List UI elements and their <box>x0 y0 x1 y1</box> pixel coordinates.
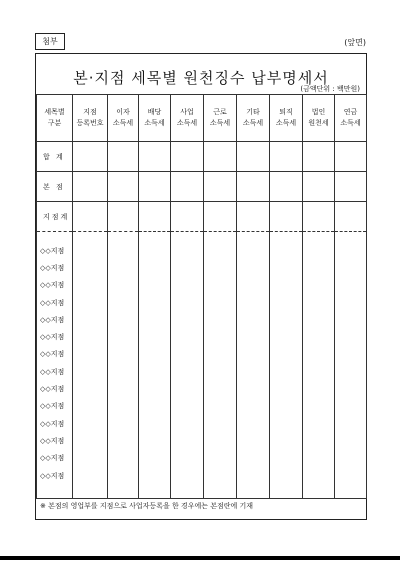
branch-row <box>37 363 367 380</box>
amount-cell[interactable] <box>204 328 237 345</box>
amount-cell[interactable] <box>303 484 335 499</box>
tax-detail-table <box>36 94 367 499</box>
amount-cell[interactable] <box>139 328 171 345</box>
amount-cell[interactable] <box>335 232 367 260</box>
amount-cell[interactable] <box>237 294 270 311</box>
amount-cell[interactable] <box>204 294 237 311</box>
amount-cell[interactable] <box>139 346 171 363</box>
amount-cell[interactable] <box>237 142 270 172</box>
amount-cell[interactable] <box>303 363 335 380</box>
branch-row <box>37 277 367 294</box>
amount-cell[interactable] <box>204 259 237 276</box>
bottom-rule <box>0 556 400 560</box>
amount-cell[interactable] <box>139 484 171 499</box>
branch-row <box>37 328 367 345</box>
row-label <box>37 484 73 499</box>
branch-row <box>37 380 367 397</box>
amount-cell[interactable] <box>108 259 139 276</box>
amount-unit-note: (금액단위 : 백만원) <box>300 85 360 93</box>
amount-cell[interactable] <box>139 259 171 276</box>
amount-cell[interactable] <box>73 484 108 499</box>
amount-cell[interactable] <box>108 142 139 172</box>
amount-cell[interactable] <box>335 380 367 397</box>
amount-cell[interactable] <box>303 346 335 363</box>
column-header: 기타 소득세 <box>237 95 270 142</box>
amount-cell[interactable] <box>171 380 204 397</box>
amount-cell[interactable] <box>270 311 303 328</box>
amount-cell[interactable] <box>139 202 171 232</box>
column-header: 근로 소득세 <box>204 95 237 142</box>
amount-cell[interactable] <box>139 380 171 397</box>
amount-cell[interactable] <box>73 450 108 467</box>
amount-cell[interactable] <box>108 311 139 328</box>
amount-cell[interactable] <box>270 232 303 260</box>
amount-cell[interactable] <box>171 432 204 449</box>
row-label: ◇◇지점 <box>37 328 73 345</box>
amount-cell[interactable] <box>303 467 335 484</box>
summary-row <box>37 172 367 202</box>
form-frame <box>35 53 367 520</box>
amount-cell[interactable] <box>237 202 270 232</box>
amount-cell[interactable] <box>237 328 270 345</box>
amount-cell[interactable] <box>73 328 108 345</box>
amount-cell[interactable] <box>204 380 237 397</box>
amount-cell[interactable] <box>171 311 204 328</box>
amount-cell[interactable] <box>204 311 237 328</box>
row-label: ◇◇지점 <box>37 294 73 311</box>
amount-cell[interactable] <box>335 294 367 311</box>
column-header: 사업 소득세 <box>171 95 204 142</box>
amount-cell[interactable] <box>237 484 270 499</box>
amount-cell[interactable] <box>270 142 303 172</box>
amount-cell[interactable] <box>237 450 270 467</box>
amount-cell[interactable] <box>171 202 204 232</box>
amount-cell[interactable] <box>335 415 367 432</box>
amount-cell[interactable] <box>237 363 270 380</box>
amount-cell[interactable] <box>303 328 335 345</box>
amount-cell[interactable] <box>108 363 139 380</box>
column-header: 이자 소득세 <box>108 95 139 142</box>
amount-cell[interactable] <box>204 142 237 172</box>
amount-cell[interactable] <box>139 432 171 449</box>
row-label: ◇◇지점 <box>37 277 73 294</box>
amount-cell[interactable] <box>303 172 335 202</box>
amount-cell[interactable] <box>335 363 367 380</box>
amount-cell[interactable] <box>73 172 108 202</box>
amount-cell[interactable] <box>73 311 108 328</box>
amount-cell[interactable] <box>171 294 204 311</box>
amount-cell[interactable] <box>108 450 139 467</box>
amount-cell[interactable] <box>335 311 367 328</box>
amount-cell[interactable] <box>303 380 335 397</box>
amount-cell[interactable] <box>237 380 270 397</box>
amount-cell[interactable] <box>204 363 237 380</box>
amount-cell[interactable] <box>303 311 335 328</box>
amount-cell[interactable] <box>108 328 139 345</box>
amount-cell[interactable] <box>139 398 171 415</box>
amount-cell[interactable] <box>108 380 139 397</box>
amount-cell[interactable] <box>108 346 139 363</box>
amount-cell[interactable] <box>204 277 237 294</box>
amount-cell[interactable] <box>270 202 303 232</box>
amount-cell[interactable] <box>237 232 270 260</box>
amount-cell[interactable] <box>270 432 303 449</box>
amount-cell[interactable] <box>335 450 367 467</box>
amount-cell[interactable] <box>204 346 237 363</box>
branch-row <box>37 415 367 432</box>
amount-cell[interactable] <box>303 432 335 449</box>
page-side-label: (앞면) <box>344 38 366 47</box>
amount-cell[interactable] <box>139 277 171 294</box>
amount-cell[interactable] <box>303 232 335 260</box>
header-row <box>37 95 367 142</box>
amount-cell[interactable] <box>171 415 204 432</box>
amount-cell[interactable] <box>270 415 303 432</box>
amount-cell[interactable] <box>303 415 335 432</box>
amount-cell[interactable] <box>73 398 108 415</box>
amount-cell[interactable] <box>73 294 108 311</box>
amount-cell[interactable] <box>237 467 270 484</box>
amount-cell[interactable] <box>335 328 367 345</box>
amount-cell[interactable] <box>335 346 367 363</box>
amount-cell[interactable] <box>171 363 204 380</box>
branch-row <box>37 450 367 467</box>
amount-cell[interactable] <box>335 277 367 294</box>
row-label: ◇◇지점 <box>37 432 73 449</box>
amount-cell[interactable] <box>303 294 335 311</box>
amount-cell[interactable] <box>335 398 367 415</box>
amount-cell[interactable] <box>204 484 237 499</box>
amount-cell[interactable] <box>303 277 335 294</box>
amount-cell[interactable] <box>303 202 335 232</box>
amount-cell[interactable] <box>335 467 367 484</box>
amount-cell[interactable] <box>171 277 204 294</box>
amount-cell[interactable] <box>73 232 108 260</box>
amount-cell[interactable] <box>139 467 171 484</box>
amount-cell[interactable] <box>335 202 367 232</box>
branch-row <box>37 346 367 363</box>
column-header: 세목별 구분 <box>37 95 73 142</box>
branch-row <box>37 294 367 311</box>
amount-cell[interactable] <box>108 172 139 202</box>
amount-cell[interactable] <box>73 277 108 294</box>
amount-cell[interactable] <box>237 398 270 415</box>
amount-cell[interactable] <box>171 232 204 260</box>
attachment-label: 첨부 <box>35 33 65 50</box>
amount-cell[interactable] <box>270 380 303 397</box>
amount-cell[interactable] <box>237 346 270 363</box>
amount-cell[interactable] <box>270 398 303 415</box>
row-label: 합 계 <box>37 142 73 172</box>
row-label: ◇◇지점 <box>37 380 73 397</box>
amount-cell[interactable] <box>204 415 237 432</box>
amount-cell[interactable] <box>108 294 139 311</box>
amount-cell[interactable] <box>73 380 108 397</box>
amount-cell[interactable] <box>335 142 367 172</box>
column-header: 연금 소득세 <box>335 95 367 142</box>
amount-cell[interactable] <box>270 450 303 467</box>
amount-cell[interactable] <box>204 172 237 202</box>
row-label: ◇◇지점 <box>37 363 73 380</box>
amount-cell[interactable] <box>139 450 171 467</box>
amount-cell[interactable] <box>73 363 108 380</box>
amount-cell[interactable] <box>73 142 108 172</box>
amount-cell[interactable] <box>237 432 270 449</box>
amount-cell[interactable] <box>73 415 108 432</box>
amount-cell[interactable] <box>204 432 237 449</box>
amount-cell[interactable] <box>204 467 237 484</box>
row-label: ◇◇지점 <box>37 311 73 328</box>
amount-cell[interactable] <box>270 172 303 202</box>
branch-row <box>37 232 367 260</box>
amount-cell[interactable] <box>237 311 270 328</box>
amount-cell[interactable] <box>237 259 270 276</box>
branch-row <box>37 467 367 484</box>
amount-cell[interactable] <box>108 277 139 294</box>
summary-row <box>37 202 367 232</box>
amount-cell[interactable] <box>139 363 171 380</box>
row-label: ◇◇지점 <box>37 467 73 484</box>
column-header: 배당 소득세 <box>139 95 171 142</box>
amount-cell[interactable] <box>237 172 270 202</box>
amount-cell[interactable] <box>171 450 204 467</box>
row-label: ◇◇지점 <box>37 415 73 432</box>
amount-cell[interactable] <box>139 142 171 172</box>
row-label: ◇◇지점 <box>37 398 73 415</box>
amount-cell[interactable] <box>73 432 108 449</box>
amount-cell[interactable] <box>303 398 335 415</box>
amount-cell[interactable] <box>335 484 367 499</box>
amount-cell[interactable] <box>270 363 303 380</box>
amount-cell[interactable] <box>270 346 303 363</box>
branch-row <box>37 398 367 415</box>
amount-cell[interactable] <box>108 398 139 415</box>
amount-cell[interactable] <box>270 484 303 499</box>
amount-cell[interactable] <box>204 398 237 415</box>
branch-row <box>37 432 367 449</box>
amount-cell[interactable] <box>270 259 303 276</box>
branch-row <box>37 259 367 276</box>
amount-cell[interactable] <box>303 142 335 172</box>
amount-cell[interactable] <box>171 142 204 172</box>
amount-cell[interactable] <box>171 259 204 276</box>
column-header: 법인 원천세 <box>303 95 335 142</box>
summary-row <box>37 142 367 172</box>
amount-cell[interactable] <box>335 172 367 202</box>
amount-cell[interactable] <box>108 202 139 232</box>
amount-cell[interactable] <box>204 232 237 260</box>
amount-cell[interactable] <box>270 467 303 484</box>
amount-cell[interactable] <box>73 346 108 363</box>
amount-cell[interactable] <box>171 484 204 499</box>
amount-cell[interactable] <box>171 172 204 202</box>
amount-cell[interactable] <box>237 277 270 294</box>
amount-cell[interactable] <box>139 172 171 202</box>
amount-cell[interactable] <box>139 294 171 311</box>
footnote: ※ 본점의 영업부를 지점으로 사업자등록을 한 경우에는 본점란에 기재 <box>40 502 254 510</box>
row-label: ◇◇지점 <box>37 259 73 276</box>
amount-cell[interactable] <box>204 450 237 467</box>
amount-cell[interactable] <box>171 467 204 484</box>
amount-cell[interactable] <box>139 415 171 432</box>
amount-cell[interactable] <box>171 346 204 363</box>
row-label: ◇◇지점 <box>37 232 73 260</box>
amount-cell[interactable] <box>270 328 303 345</box>
amount-cell[interactable] <box>73 202 108 232</box>
amount-cell[interactable] <box>270 277 303 294</box>
amount-cell[interactable] <box>237 415 270 432</box>
amount-cell[interactable] <box>73 259 108 276</box>
amount-cell[interactable] <box>108 432 139 449</box>
amount-cell[interactable] <box>171 398 204 415</box>
amount-cell[interactable] <box>171 328 204 345</box>
form-title: 본·지점 세목별 원천징수 납부명세서 <box>73 69 329 87</box>
amount-cell[interactable] <box>139 232 171 260</box>
column-header: 지점 등록번호 <box>73 95 108 142</box>
amount-cell[interactable] <box>335 259 367 276</box>
row-label: ◇◇지점 <box>37 450 73 467</box>
amount-cell[interactable] <box>139 311 171 328</box>
row-label: 지점계 <box>37 202 73 232</box>
amount-cell[interactable] <box>335 432 367 449</box>
table-filler-row <box>37 484 367 499</box>
column-header: 퇴직 소득세 <box>270 95 303 142</box>
branch-row <box>37 311 367 328</box>
amount-cell[interactable] <box>108 232 139 260</box>
row-label: 본 점 <box>37 172 73 202</box>
amount-cell[interactable] <box>303 450 335 467</box>
amount-cell[interactable] <box>108 467 139 484</box>
amount-cell[interactable] <box>108 484 139 499</box>
amount-cell[interactable] <box>204 202 237 232</box>
amount-cell[interactable] <box>73 467 108 484</box>
amount-cell[interactable] <box>270 294 303 311</box>
amount-cell[interactable] <box>108 415 139 432</box>
row-label: ◇◇지점 <box>37 346 73 363</box>
amount-cell[interactable] <box>303 259 335 276</box>
